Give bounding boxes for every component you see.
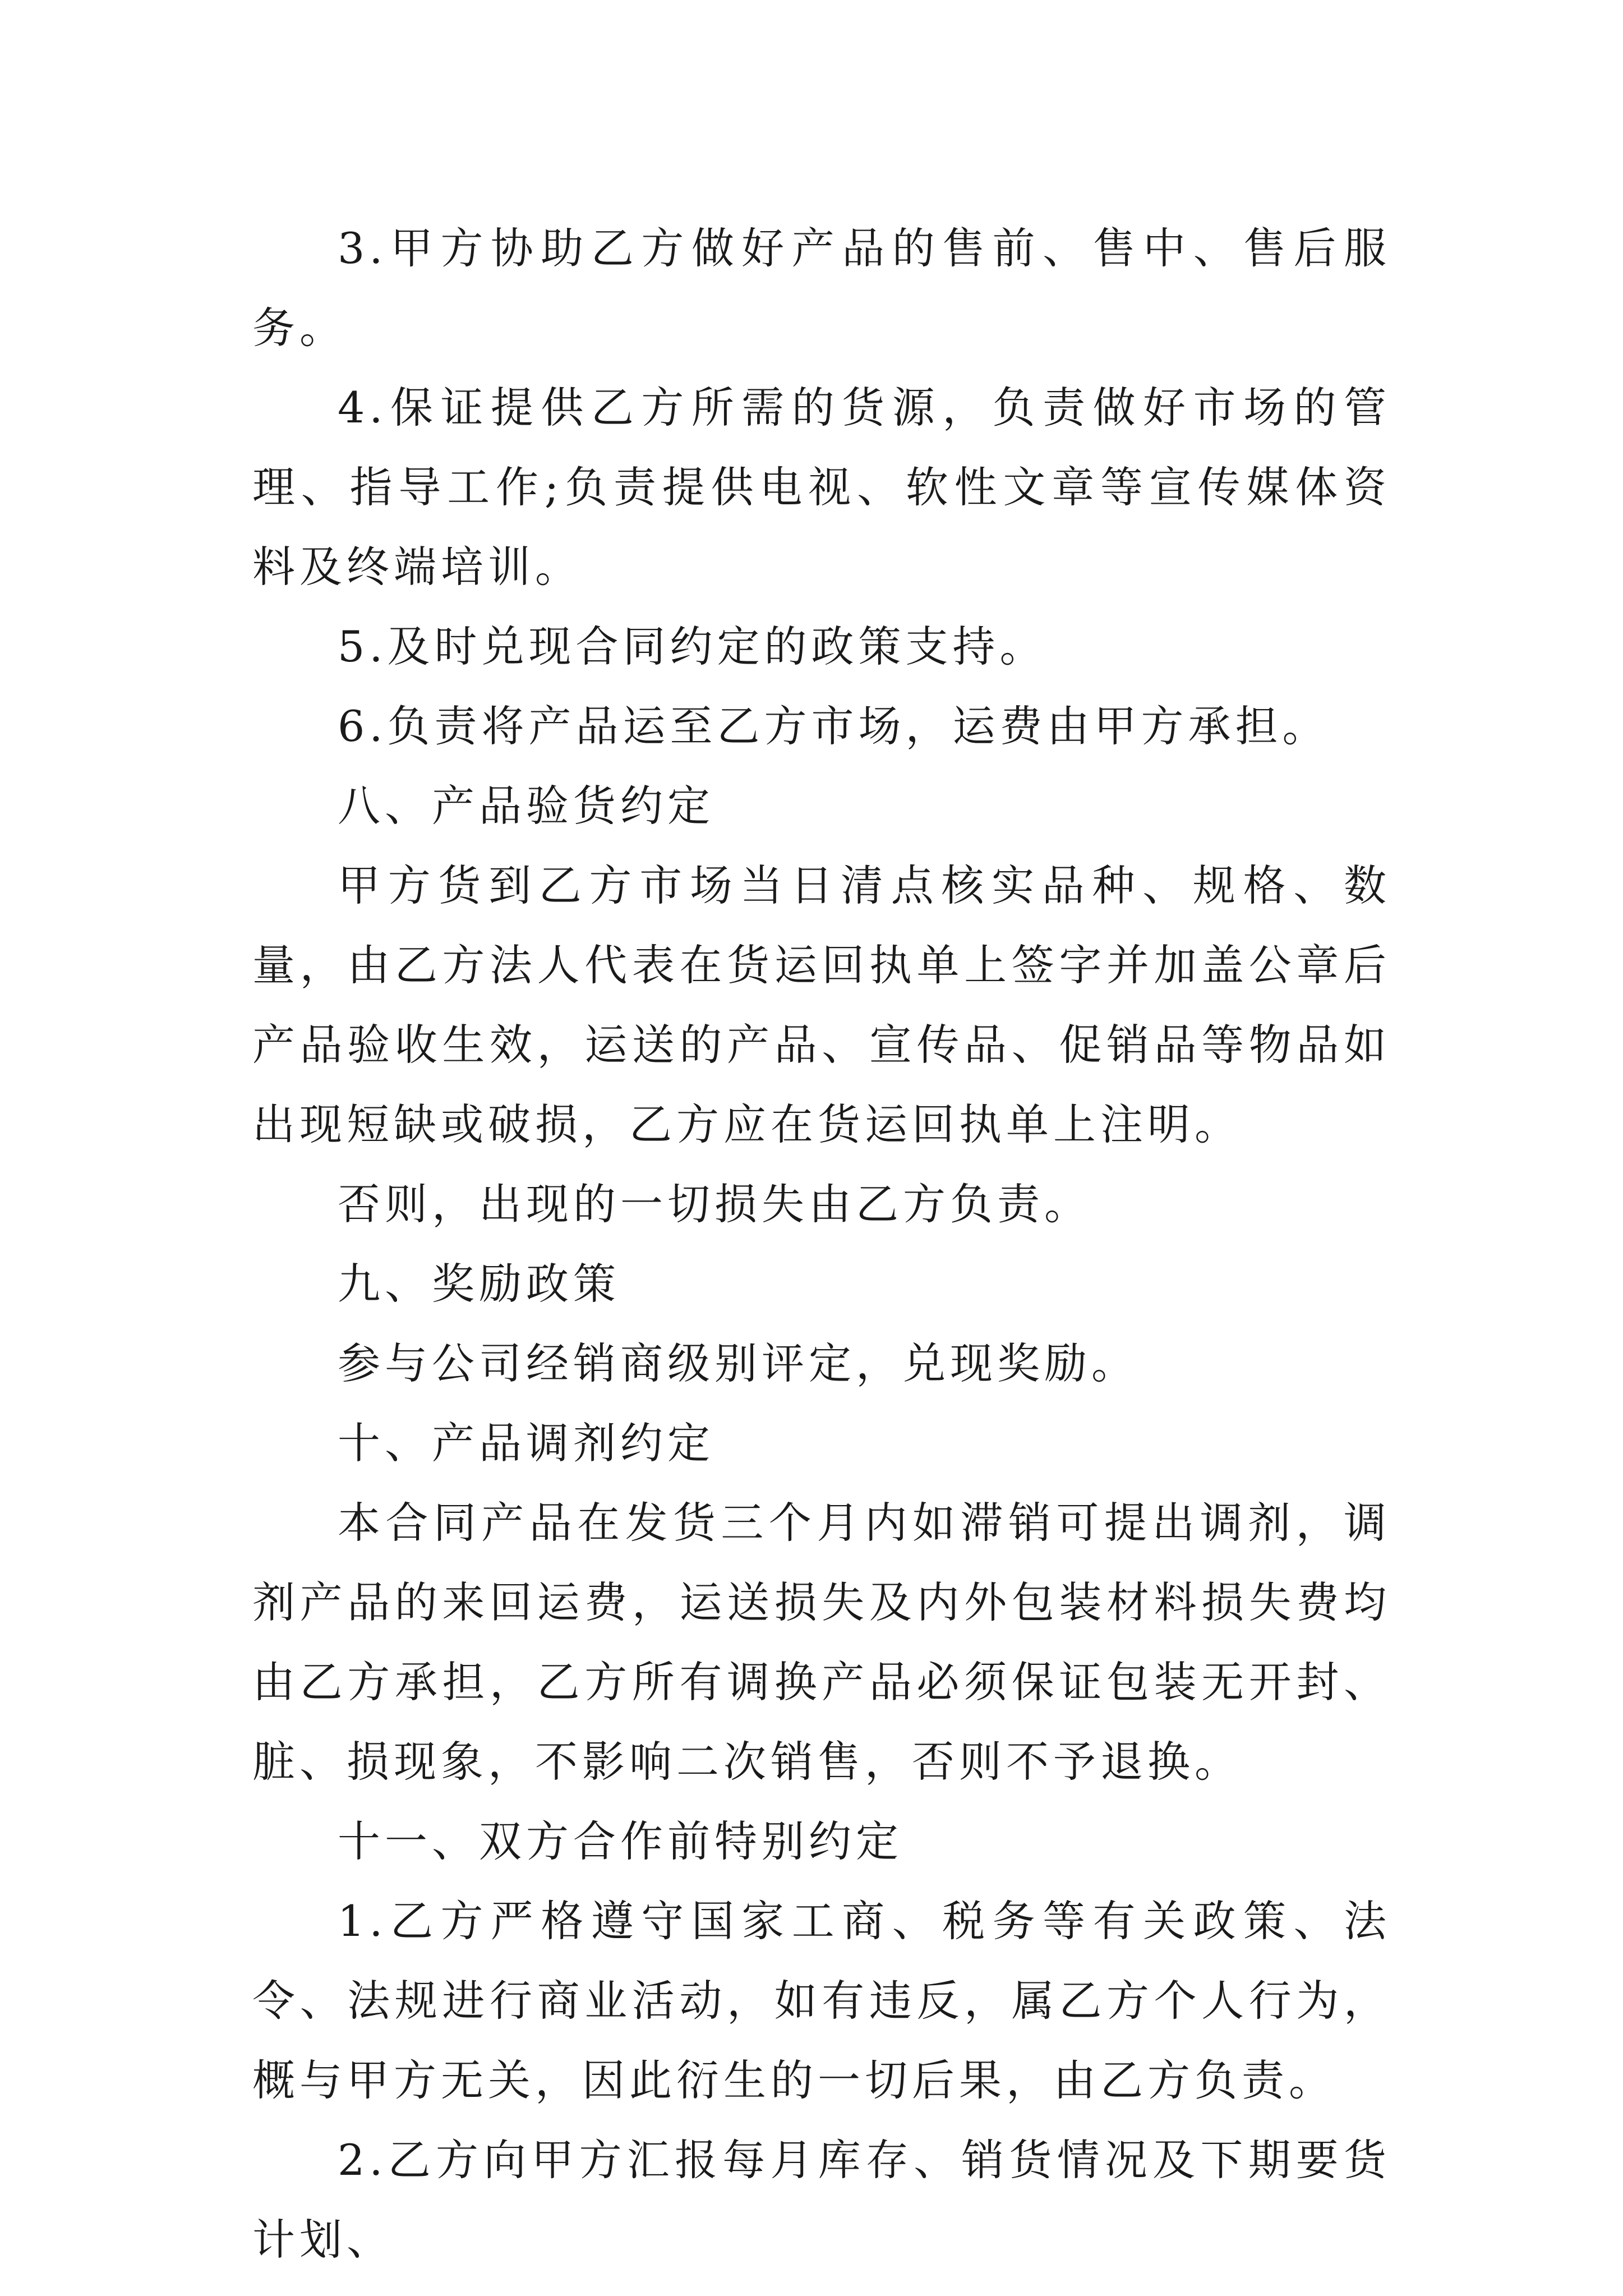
section-heading-10: 十、产品调剂约定	[338, 1418, 714, 1468]
document-body	[252, 209, 1391, 2280]
section-10-adjustment-text: 本合同产品在发货三个月内如滞销可提出调剂，调剂产品的来回运费，运送损失及内外包装材料损失费均由乙方承担，乙方所有调换产品必须保证包装无开封、脏、损现象，不影响二次销售，否则不予退换。	[252, 1498, 1391, 1787]
section-heading-11: 十一、双方合作前特别约定	[338, 1816, 903, 1866]
clause-6-shipping: 6.负责将产品运至乙方市场，运费由甲方承担。	[338, 701, 1330, 751]
section-11-clause-1: 1.乙方严格遵守国家工商、税务等有关政策、法令、法规进行商业活动，如有违反，属乙方个人行为，概与甲方无关，因此衍生的一切后果，由乙方负责。	[252, 1896, 1391, 2105]
section-heading-9: 九、奖励政策	[338, 1259, 620, 1309]
section-8-inspection-text: 甲方货到乙方市场当日清点核实品种、规格、数量，由乙方法人代表在货运回执单上签字并加盖公章后产品验收生效，运送的产品、宣传品、促销品等物品如出现短缺或破损，乙方应在货运回执单上注明。	[252, 861, 1391, 1149]
section-8-liability-text: 否则，出现的一切损失由乙方负责。	[338, 1179, 1091, 1229]
section-9-reward-text: 参与公司经销商级别评定，兑现奖励。	[338, 1338, 1138, 1388]
clause-4-supply-guarantee: 4.保证提供乙方所需的货源，负责做好市场的管理、指导工作;负责提供电视、软性文章等宣传媒体资料及终端培训。	[252, 383, 1391, 592]
clause-3-presale-service: 3.甲方协助乙方做好产品的售前、售中、售后服务。	[252, 223, 1391, 353]
section-11-clause-2: 2.乙方向甲方汇报每月库存、销货情况及下期要货计划、	[252, 2135, 1391, 2265]
clause-5-policy-support: 5.及时兑现合同约定的政策支持。	[338, 622, 1047, 671]
section-heading-8: 八、产品验货约定	[338, 781, 714, 831]
